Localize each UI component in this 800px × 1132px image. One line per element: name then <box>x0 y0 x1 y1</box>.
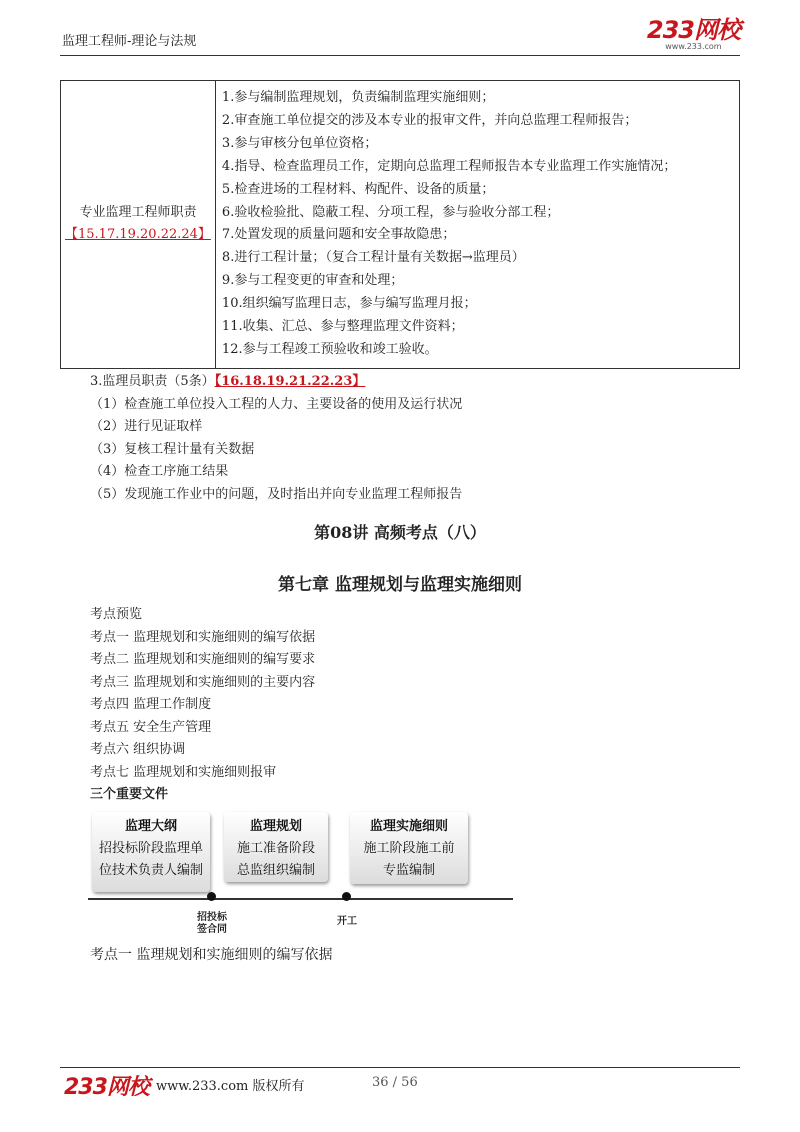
documents-diagram <box>88 812 518 935</box>
duty-items-cell <box>215 81 739 369</box>
preview-heading: 考点预览 <box>90 607 143 622</box>
doc-box-title: 监理实施细则 <box>369 819 448 834</box>
logo-main: 233网校 <box>646 16 740 44</box>
duty-item: 11.收集、汇总、参与整理监理文件资料； <box>221 319 464 335</box>
doc-box-line: 总监组织编制 <box>236 863 315 878</box>
milestone-label: 招投标签合同 <box>197 912 227 935</box>
three-docs-heading: 三个重要文件 <box>90 787 169 802</box>
lecture-title: 第08讲 高频考点（八） <box>314 523 486 542</box>
logo <box>647 18 740 51</box>
header-title: 监理工程师-理论与法规 <box>62 34 197 49</box>
supervisor-item: （2）进行见证取样 <box>90 419 203 434</box>
duty-item: 6.验收检验批、隐蔽工程、分项工程，参与验收分部工程； <box>221 204 560 220</box>
duty-item: 9.参与工程变更的审查和处理； <box>221 273 404 289</box>
milestone-label: 开工 <box>337 916 357 927</box>
supervisor-heading: 3.监理员职责（5条） <box>90 374 215 389</box>
duty-item: 10.组织编写监理日志，参与编写监理月报； <box>221 296 477 312</box>
duty-item: 4.指导、检查监理员工作，定期向总监理工程师报告本专业监理工作实施情况； <box>221 158 677 174</box>
duty-item: 1.参与编制监理规划，负责编制监理实施细则； <box>221 90 495 105</box>
header-divider <box>60 55 740 56</box>
chapter-title: 第七章 监理规划与监理实施细则 <box>278 575 522 595</box>
duty-item: 8.进行工程计量；（复合工程计量有关数据→监理员） <box>221 250 525 266</box>
preview-item: 考点七 监理规划和实施细则报审 <box>90 764 277 780</box>
duty-item: 3.参与审核分包单位资格； <box>221 135 378 151</box>
supervisor-item: （4）检查工序施工结果 <box>90 464 229 479</box>
preview-item: 考点四 监理工作制度 <box>90 697 212 712</box>
supervisor-item: （5）发现施工作业中的问题，及时指出并向专业监理工程师报告 <box>90 486 463 502</box>
footer-divider <box>60 1067 740 1068</box>
duty-table <box>60 80 740 369</box>
role-years: 【15.17.19.20.22.24】 <box>65 227 211 243</box>
doc-box-line: 专监编制 <box>382 863 435 878</box>
role-title: 专业监理工程师职责 <box>79 205 197 221</box>
doc-box-line: 招投标阶段监理单 <box>98 841 203 856</box>
point1-heading: 考点一 监理规划和实施细则的编写依据 <box>90 947 333 963</box>
preview-item: 考点六 组织协调 <box>90 742 186 757</box>
duty-item: 5.检查进场的工程材料、构配件、设备的质量； <box>221 181 495 197</box>
supervisor-section <box>90 371 462 506</box>
footer-site: www.233.com 版权所有 <box>156 1079 305 1094</box>
logo-sub: www.233.com <box>665 42 722 51</box>
preview-item: 考点五 安全生产管理 <box>90 719 212 735</box>
doc-box-rules <box>350 812 468 884</box>
preview-section <box>90 604 315 807</box>
timeline-line <box>88 898 513 900</box>
doc-box-outline <box>92 812 210 892</box>
role-cell <box>61 81 216 369</box>
page-number: 36 / 56 <box>372 1075 418 1090</box>
milestone-dot <box>207 892 216 901</box>
milestone-dot <box>342 892 351 901</box>
doc-box-line: 位技术负责人编制 <box>98 863 203 878</box>
doc-box-plan <box>224 812 328 882</box>
doc-box-title: 监理规划 <box>249 819 302 834</box>
supervisor-item: （3）复核工程计量有关数据 <box>90 441 255 457</box>
supervisor-heading-line <box>90 371 462 394</box>
supervisor-item: （1）检查施工单位投入工程的人力、主要设备的使用及运行状况 <box>90 396 463 412</box>
point1-section <box>90 944 332 967</box>
preview-item: 考点二 监理规划和实施细则的编写要求 <box>90 652 316 667</box>
doc-box-title: 监理大纲 <box>124 819 177 834</box>
supervisor-years: 【16.18.19.21.22.23】 <box>214 374 366 389</box>
footer-logo: 233网校 <box>64 1075 149 1100</box>
duty-item: 2.审查施工单位提交的涉及本专业的报审文件，并向总监理工程师报告； <box>221 112 638 128</box>
doc-box-line: 施工阶段施工前 <box>363 841 455 856</box>
preview-item: 考点三 监理规划和实施细则的主要内容 <box>90 674 316 690</box>
preview-item: 考点一 监理规划和实施细则的编写依据 <box>90 629 316 645</box>
duty-item: 12.参与工程竣工预验收和竣工验收。 <box>221 341 438 357</box>
doc-box-line: 施工准备阶段 <box>236 841 315 856</box>
duty-item: 7.处置发现的质量问题和安全事故隐患； <box>221 227 456 243</box>
